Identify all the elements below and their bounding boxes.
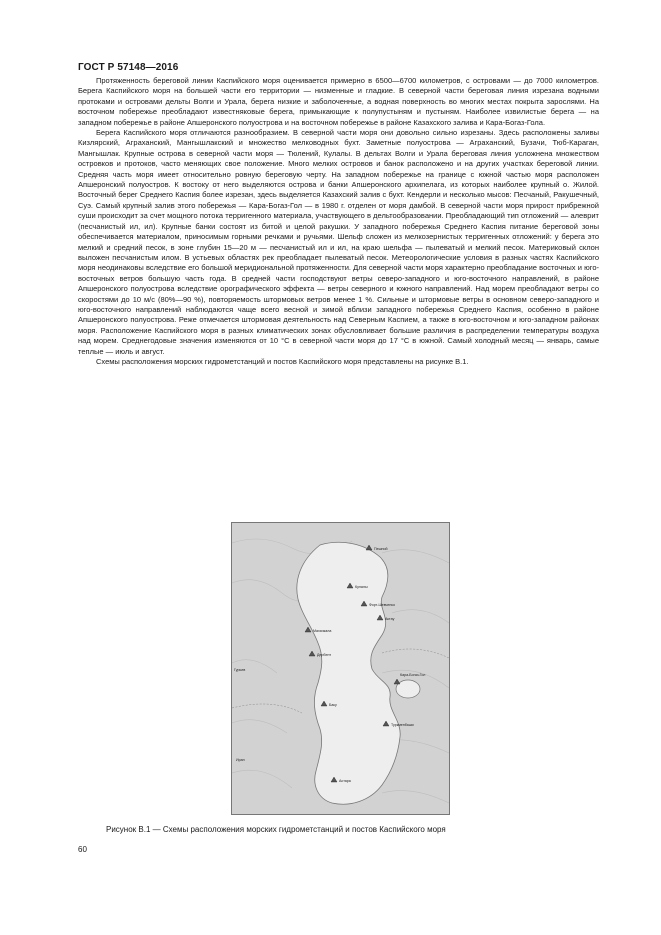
map-svg <box>232 523 449 814</box>
station-label: Кара-Богаз-Гол <box>400 673 426 677</box>
paragraph-1: Протяженность береговой линии Каспийского моря оценивается примерно в 6500—6700 километров, с островами — до 7000 километров. Берега Каспийского моря на большей части его территории — низменные и гладкие. В северной части береговая линия изрезана водными протоками и островами дельты Волги и Урала, берега низкие и заболоченные, а водная поверхность во многих местах покрыта зарослями. На восточном побережье преобладают известняковые берега, примыкающие к полупустыням и пустыням. Наиболее извилистые берега — на западном побережье в районе Апшеронского полуострова и на восточном побережье в районе Казахского залива и Кара-Богаз-Гола. <box>78 76 599 127</box>
figure-caption: Рисунок В.1 — Схемы расположения морских гидрометстанций и постов Каспийского моря <box>106 825 446 834</box>
paragraph-2: Берега Каспийского моря отличаются разнообразием. В северной части моря они довольно сильно изрезаны. Здесь расположены заливы Кизлярский, Аграханский, Мангышлакский и множество мелководных бухт. Заметные полуострова — Аграханский, Бузачи, Тюб-Караган, Мангышлак. Крупные острова в северной части моря — Тюлений, Кулалы. В дельтах Волги и Урала береговая линия усложнена множеством островков и протоков, часто меняющих свое положение. Много мелких островов и банок расположено и на других участках береговой линии. Средняя часть моря имеет относительно ровную береговую черту. На западном побережье на границе с южной частью моря расположен Апшеронский полуостров. К востоку от него выделяются острова и банки Апшеронского архипелага, из которых наиболее крупный о. Жилой. Восточный берег Среднего Каспия более изрезан, здесь выделяется Казахский залив с бухт. Кендерли и несколько мысов: Песчаный, Ракушечный, Суэ. Самый крупный залив этого побережья — Кара-Богаз-Гол — в 1980 г. отделен от моря дамбой. В северной части моря прирост прибрежной суши происходит за счет мощного потока терригенного материала, участвующего в дельтообразовании. Преобладающий тип отложений — алеврит (песчанистый ил, ил). Крупные банки состоят из битой и целой ракушки. У западного побережья Среднего Каспия питание береговой зоны обеспечивается материалом, приносимым горными речками и ручьями. Шельф сложен из мелкозернистых терригенных отложений: у берега это мелкий и средний песок, в зоне глубин 15—20 м — песчанистый ил и ил, на краю шельфа — пылеватый и мелкий песок. Материковый склон выложен песчанистым илом. В устьевых областях рек преобладает пылеватый песок. Метеорологические условия в разных частях Каспийского моря неодинаковы вследствие его большой меридиональной протяженности. Для северной части моря характерно преобладание восточных и юго-восточных ветров большую часть года. В средней части господствуют ветры северо-западного и юго-восточного направлений, в районе Апшеронского полуострова вследствие орографического эффекта — ветры северного и южного направлений. Над морем преобладают ветры со скоростями до 10 м/с (80%—90 %), повторяемость штормовых ветров менее 1 %. Сильные и штормовые ветры в основном северо-западного и юго-восточного направлений наблюдаются чаще всего весной и зимой вблизи западного побережья Среднего Каспия, особенно в районе Апшеронского полуострова. Реже отмечается штормовая деятельность над Северным Каспием, а также в юго-восточном и юго-западном районах моря. Расположение Каспийского моря в разных климатических зонах обусловливает большие различия в распределении температуры воздуха над морем. Среднегодовые значения изменяются от 10 °С в северной части моря до 17 °С в южной. Самый холодный месяц — январь, самые теплые — июль и август. <box>78 128 599 356</box>
body-text <box>78 76 599 367</box>
region-label: Иран <box>236 758 245 762</box>
caspian-stations-map <box>231 522 450 815</box>
station-label: Дербент <box>317 653 332 657</box>
region-label: Гурьев <box>234 668 246 672</box>
station-label: Баку <box>329 703 337 707</box>
page-number: 60 <box>78 845 87 854</box>
standard-code-header: ГОСТ Р 57148—2016 <box>78 62 179 73</box>
station-label: Пешной <box>374 547 388 551</box>
station-label: Кулалы <box>355 585 368 589</box>
kara-bogaz-gol-bay <box>396 680 420 698</box>
paragraph-3: Схемы расположения морских гидрометстанций и постов Каспийского моря представлены на рисунке В.1. <box>96 356 469 366</box>
station-label: Астара <box>339 779 351 783</box>
station-label: Махачкала <box>313 629 332 633</box>
station-label: Туркменбаши <box>391 723 414 727</box>
station-label: Форт-Шевченко <box>369 603 395 607</box>
station-label: Актау <box>385 617 395 621</box>
